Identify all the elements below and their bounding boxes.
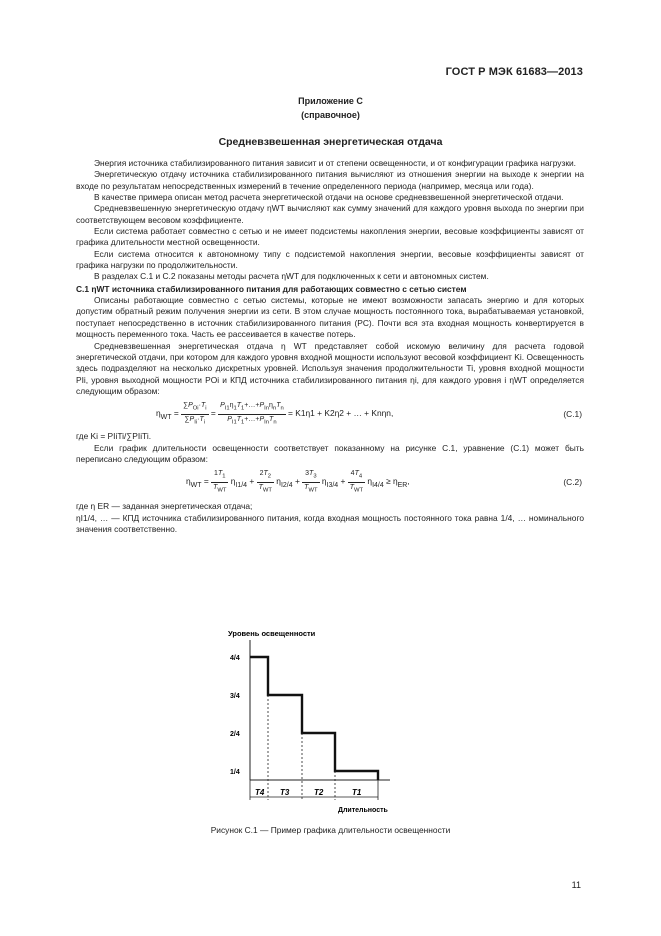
paragraph: где Ki = PIiTi/∑PIiTi. (76, 431, 152, 442)
paragraph: В качестве примера описан метод расчета энергетической отдачи на основе средневзвешенной энергетической отдачи. (94, 192, 564, 203)
document-body (76, 158, 584, 535)
equation-number: (С.1) (563, 408, 582, 419)
equation-number: (С.2) (563, 476, 582, 487)
segment-label: T3 (280, 788, 290, 797)
paragraph: Энергетическую отдачу источника стабилизированного питания вычисляют из отношения энергии на выходе к энергии на входе по результатам непосредственных измерений в течение определенного периода (например, месяца или года). (76, 169, 584, 191)
segment-label: T1 (352, 788, 362, 797)
page-number: 11 (571, 880, 581, 890)
document-header: ГОСТ Р МЭК 61683—2013 (445, 66, 583, 78)
equation-formula: $\eta_{WT}$ = $1T_1$ $T_{WT}$ $\eta_{I1/4}$ + $2T_2$ $T_{WT}$ $\eta_{I2/4}$ + $3T_3$ $T_{WT}$ $\eta_{I3/4}$ + $4T_4$ $T_{WT}$ $\eta_{I4/4} \ge \eta_{ER}$, (186, 470, 410, 494)
chart-ylabel: Уровень освещенности (228, 630, 316, 638)
section-title: Средневзвешенная энергетическая отдача (218, 136, 443, 148)
equation-tail: = K1η1 + K2η2 + … + Knηn, (288, 408, 394, 419)
level-label: 4/4 (230, 655, 240, 662)
chart-xlabel: Длительность (338, 807, 388, 814)
equation-c2 (76, 465, 584, 499)
equation-formula: $\eta_{WT}$ = $\sum P_{Oi}\cdot T_i$ $\sum P_{Ii}\cdot T_i$ = $P_{I1}\eta_1T_1+\dots+P_{In}\eta_nT_n$ $P_{I1}T_1+\dots+P_{In}T_n$ = K1η1 + K2η2 + … + Knηn, (156, 402, 394, 426)
duration-curve (250, 657, 378, 780)
definition: ηI1/4, … — КПД источника стабилизированного питания, когда входная мощность постоянного тока равна 1/4, … номинального значения соответственно. (76, 512, 584, 534)
appendix-subtitle: (справочное) (301, 110, 360, 120)
figure-caption: Рисунок С.1 — Пример графика длительности освещенности (210, 825, 451, 835)
equation-c1 (76, 397, 584, 431)
duration-chart-graph (220, 630, 430, 815)
paragraph: В разделах С.1 и С.2 показаны методы расчета ηWT для подключенных к сети и автономных систем. (94, 271, 489, 282)
appendix-title: Приложение С (298, 96, 363, 106)
paragraph: Если система работает совместно с сетью и не имеет подсистемы накопления энергии, весовые коэффициенты зависят от графика длительности местной освещенности. (76, 226, 584, 248)
definition: где η ER — заданная энергетическая отдача; (76, 501, 253, 512)
level-label: 3/4 (230, 693, 240, 700)
level-label: 2/4 (230, 731, 240, 738)
paragraph: Если система относится к автономному типу с подсистемой накопления энергии, весовые коэффициенты зависят от графика нагрузки по продолжительности. (76, 248, 584, 271)
paragraph: Энергия источника стабилизированного питания зависит и от степени освещенности, и от конфигурации графика нагрузки. (94, 158, 576, 168)
level-label: 1/4 (230, 769, 240, 776)
segment-label: T4 (255, 788, 265, 797)
paragraph: Средневзвешенная энергетическая отдача η WT представляет собой искомую величину для расчета годовой энергетической отдачи, при котором для каждого уровня входной мощности используют весовой коэффициент Ki. Освещенность здесь подразделяют на несколько дискретных уровней. Используя значения продолжительности Ti, уровня входной мощности PIi, уровня выходной мощности POi и КПД источника стабилизированного питания ηi, для каждого уровня i ηWT определяется следующим образом: (76, 340, 584, 396)
paragraph: Средневзвешенную энергетическую отдачу ηWT вычисляют как сумму значений для каждого уровня выхода по энергии при соответствующем весовом коэффициенте. (76, 203, 584, 225)
definitions (76, 501, 584, 535)
paragraph: Описаны работающие совместно с сетью системы, которые не имеют возможности запасать энергию и для которых допустим обратный режим получения энергии из сети. В этом случае мощность постоянного тока, вырабатываемая установкой, поступает непосредственно в источник стабилизированного питания (PC). Почти вся эта входная мощность конвертируется в мощность переменного тока. Часть ее рассеивается в качестве потерь. (76, 295, 584, 340)
segment-label: T2 (314, 788, 324, 797)
paragraph: Если график длительности освещенности соответствует показанному на рисунке С.1, уравнение (С.1) может быть переписано следующим образом: (76, 442, 584, 464)
subsection-title: С.1 ηWT источника стабилизированного питания для работающих совместно с сетью систем (76, 283, 467, 294)
